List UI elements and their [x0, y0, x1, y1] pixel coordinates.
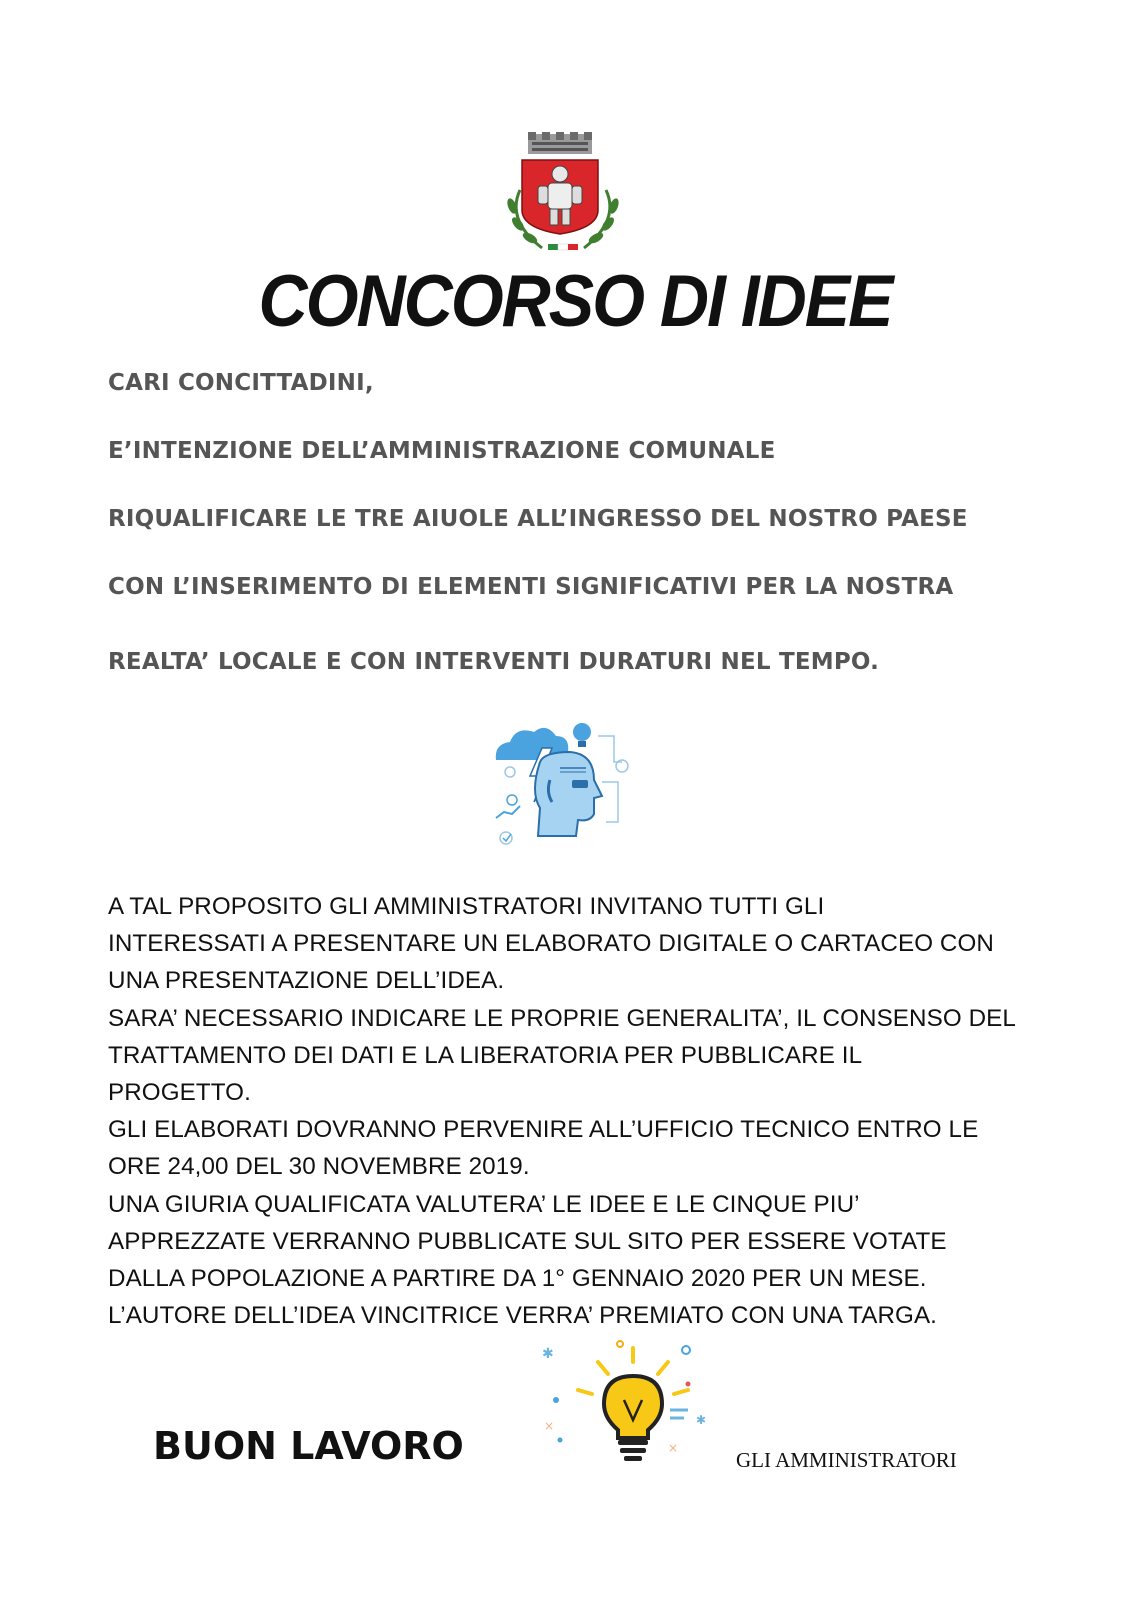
body-line: L’AUTORE DELL’IDEA VINCITRICE VERRA’ PREMIATO CON UNA TARGA.	[108, 1302, 938, 1330]
svg-text:×: ×	[544, 1419, 555, 1433]
body-line: INTERESSATI A PRESENTARE UN ELABORATO DIGITALE O CARTACEO CON	[108, 930, 994, 958]
intro-line: E’INTENZIONE DELL’AMMINISTRAZIONE COMUNALE	[108, 438, 776, 464]
body-line: SARA’ NECESSARIO INDICARE LE PROPRIE GENERALITA’, IL CONSENSO DEL	[108, 1004, 1016, 1032]
announcement-body	[108, 888, 1068, 1334]
body-line: TRATTAMENTO DEI DATI E LA LIBERATORIA PER PUBBLICARE IL	[108, 1041, 863, 1069]
body-line: APPREZZATE VERRANNO PUBBLICATE SUL SITO PER ESSERE VOTATE	[108, 1227, 947, 1255]
svg-text:✱: ✱	[542, 1346, 554, 1362]
svg-text:×: ×	[668, 1441, 679, 1455]
svg-text:✱: ✱	[696, 1413, 707, 1427]
intro-line: REALTA’ LOCALE E CON INTERVENTI DURATURI NEL TEMPO.	[108, 649, 880, 675]
body-line: UNA PRESENTAZIONE DELL’IDEA.	[108, 967, 505, 995]
municipal-coat-of-arms-icon	[498, 130, 628, 260]
lightbulb-icon	[538, 1340, 728, 1470]
signature: GLI AMMINISTRATORI	[736, 1448, 957, 1472]
intro-line: CON L’INSERIMENTO DI ELEMENTI SIGNIFICATIVI PER LA NOSTRA	[108, 574, 954, 600]
closing-text: BUON LAVORO	[153, 1424, 464, 1468]
body-line: A TAL PROPOSITO GLI AMMINISTRATORI INVITANO TUTTI GLI	[108, 893, 825, 920]
body-line: GLI ELABORATI DOVRANNO PERVENIRE ALL’UFFICIO TECNICO ENTRO LE	[108, 1116, 979, 1144]
page-title: CONCORSO DI IDEE	[258, 259, 892, 343]
body-line: PROGETTO.	[108, 1079, 251, 1107]
body-line: DALLA POPOLAZIONE A PARTIRE DA 1° GENNAIO 2020 PER UN MESE.	[108, 1265, 927, 1293]
body-line: ORE 24,00 DEL 30 NOVEMBRE 2019.	[108, 1153, 530, 1181]
body-line: UNA GIURIA QUALIFICATA VALUTERA’ LE IDEE E LE CINQUE PIU’	[108, 1190, 860, 1218]
head-ideas-icon	[490, 722, 640, 857]
intro-line: RIQUALIFICARE LE TRE AIUOLE ALL’INGRESSO DEL NOSTRO PAESE	[108, 506, 968, 532]
intro-line: CARI CONCITTADINI,	[108, 370, 374, 396]
